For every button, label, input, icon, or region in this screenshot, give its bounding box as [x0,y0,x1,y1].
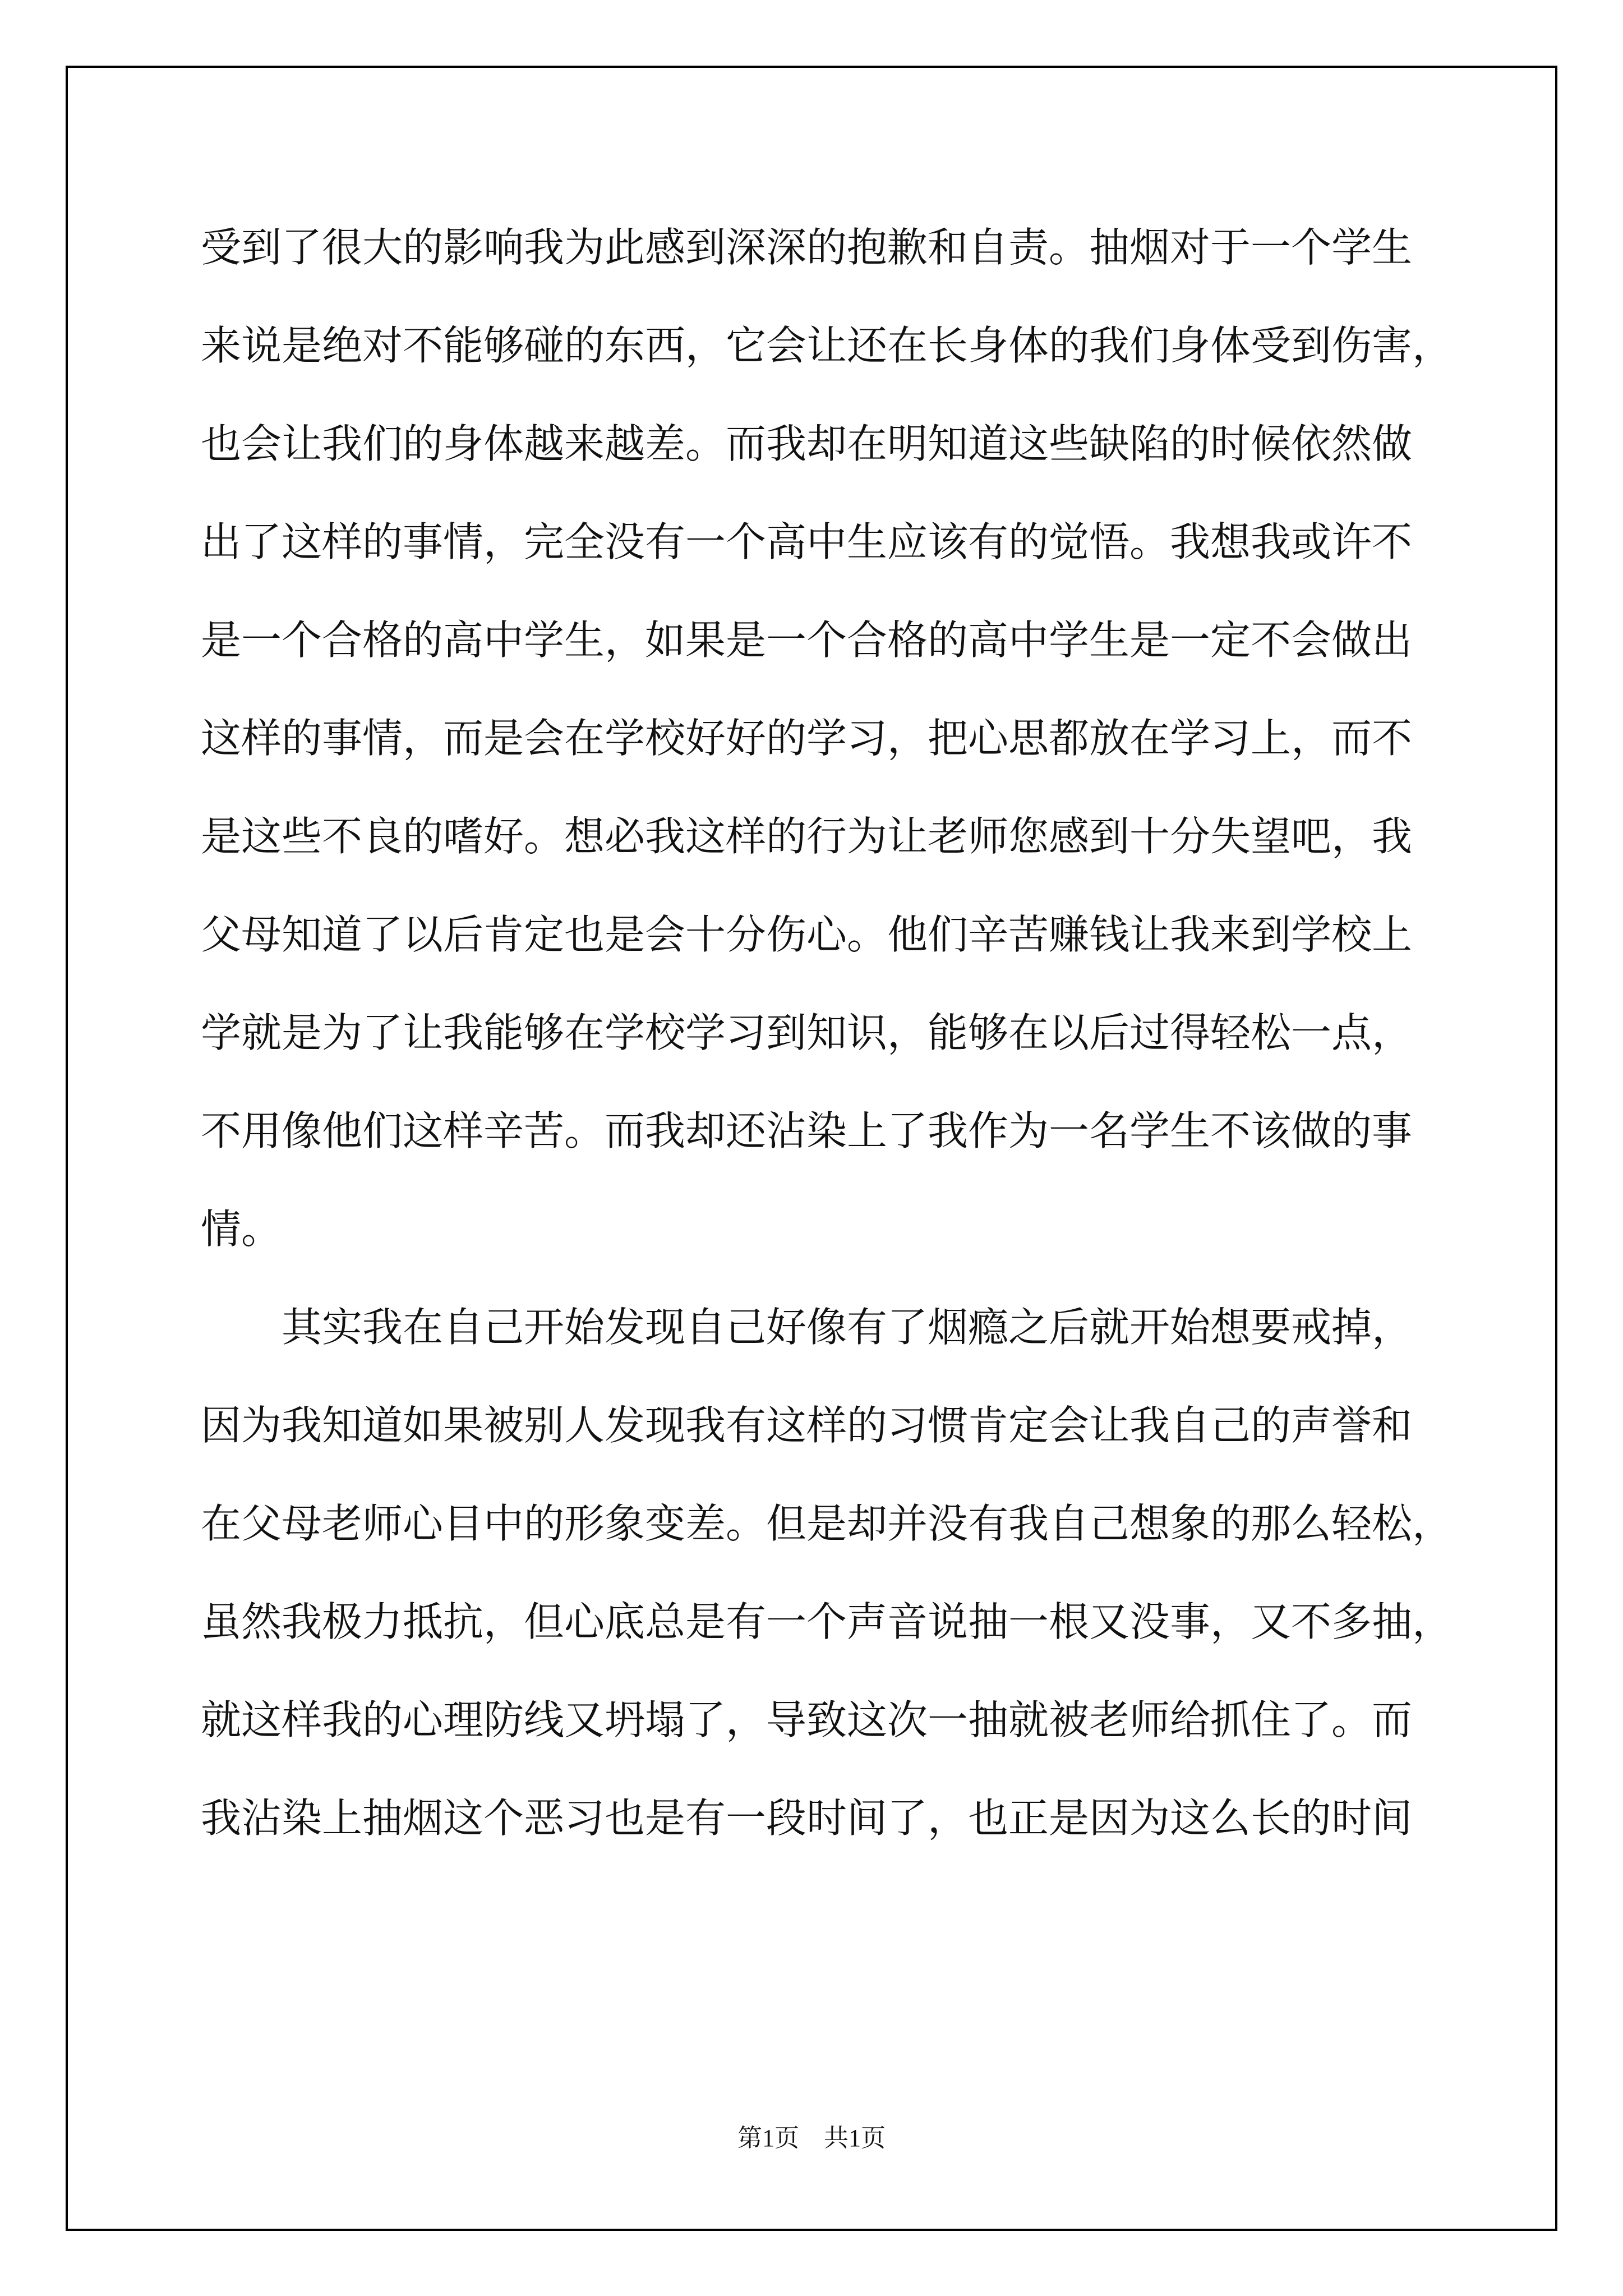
text-line: 这样的事情，而是会在学校好好的学习，把心思都放在学习上，而不 [201,715,1413,762]
text-line: 是这些不良的嗜好。想必我这样的行为让老师您感到十分失望吧，我 [201,813,1413,860]
text-line: 就这样我的心理防线又坍塌了，导致这次一抽就被老师给抓住了。而 [201,1696,1413,1743]
text-line: 不用像他们这样辛苦。而我却还沾染上了我作为一名学生不该做的事 [201,1107,1413,1154]
text-line: 虽然我极力抵抗，但心底总是有一个声音说抽一根又没事，又不多抽， [201,1598,1453,1645]
text-line: 受到了很大的影响我为此感到深深的抱歉和自责。抽烟对于一个学生 [201,224,1413,271]
text-line: 在父母老师心目中的形象变差。但是却并没有我自己想象的那么轻松， [201,1500,1453,1547]
text-line: 出了这样的事情，完全没有一个高中生应该有的觉悟。我想我或许不 [201,518,1413,565]
text-line: 我沾染上抽烟这个恶习也是有一段时间了，也正是因为这么长的时间 [201,1795,1413,1842]
text-line: 父母知道了以后肯定也是会十分伤心。他们辛苦赚钱让我来到学校上 [201,911,1413,958]
text-line: 也会让我们的身体越来越差。而我却在明知道这些缺陷的时候依然做 [201,420,1413,467]
text-line: 因为我知道如果被别人发现我有这样的习惯肯定会让我自己的声誉和 [201,1402,1413,1449]
text-line: 情。 [201,1205,282,1253]
paragraph-start-line: 其实我在自己开始发现自己好像有了烟瘾之后就开始想要戒掉， [282,1304,1413,1351]
text-line: 学就是为了让我能够在学校学习到知识，能够在以后过得轻松一点， [201,1009,1413,1056]
page-number-footer: 第1页 共1页 [737,2124,886,2152]
text-line: 来说是绝对不能够碰的东西，它会让还在长身体的我们身体受到伤害， [201,322,1453,369]
text-line: 是一个合格的高中学生，如果是一个合格的高中学生是一定不会做出 [201,616,1413,664]
